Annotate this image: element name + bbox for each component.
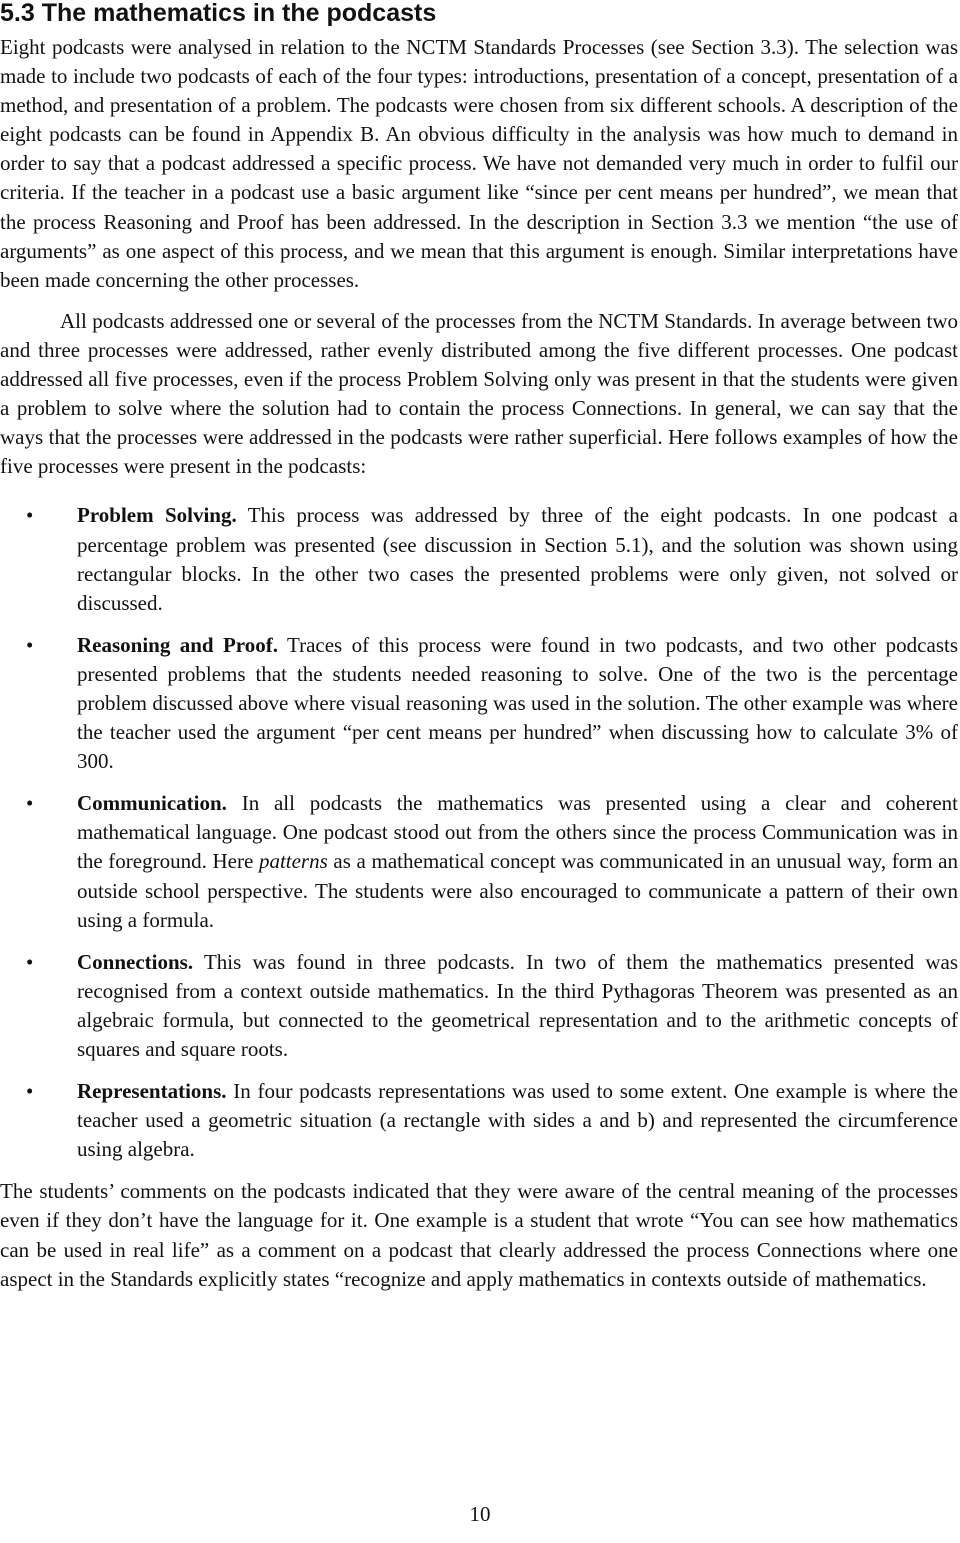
list-item-text: This process was addressed by three of the eight podcasts. In one podcast a percentage problem was presented (see discussion in Section 5.1), and the solution was shown using rectangular blocks. In the other two cases the presented problems were only given, not solved or discussed. xyxy=(77,503,959,615)
list-item-communication xyxy=(0,789,958,934)
bullet-glyph: • xyxy=(26,791,34,816)
bullet-glyph: • xyxy=(26,1079,34,1104)
list-item-text: This was found in three podcasts. In two of them the mathematics presented was recognised from a context outside mathematics. In the third Pythagoras Theorem was presented as an algebraic formula, but connected to the geometrical representation and to the arithmetic concepts of squares and square roots. xyxy=(77,949,958,1061)
list-item-text: In four podcasts representations was used to some extent. One example is where the teacher used a geometric situation (a rectangle with sides a and b) and represented the circumference using algebra. xyxy=(77,1079,958,1162)
list-item-text: In all podcasts the mathematics was presented using a clear and coherent mathematical language. One podcast stood out from the others since the process Communication was in the foreground. Here xyxy=(77,791,958,874)
list-item-term: Communication. xyxy=(77,791,227,816)
paragraph-overview: All podcasts addressed one or several of the processes from the NCTM Standards. In average between two and three processes were addressed, rather evenly distributed among the five different processes. One podcast addressed all five processes, even if the process Problem Solving only was present in that the students were given a problem to solve where the solution had to contain the process Connections. In general, we can say that the ways that the processes were addressed in the podcasts were rather superficial. Here follows examples of how the five processes were present in the podcasts: xyxy=(0,308,958,479)
list-item-term: Connections. xyxy=(77,949,194,974)
bullet-glyph: • xyxy=(26,503,34,528)
list-item-reasoning-and-proof xyxy=(0,631,958,776)
list-item-problem-solving xyxy=(0,501,958,617)
list-item-text: Traces of this process were found in two podcasts, and two other podcasts presented problems that the students needed reasoning to solve. One of the two is the percentage problem discussed above where visual reasoning was used in the solution. The other example was where the teacher used the argument “per cent means per hundred” when discussing how to calculate 3% of 300. xyxy=(77,632,958,774)
list-item-term: Representations. xyxy=(77,1079,227,1104)
section-body xyxy=(0,33,958,1294)
section-heading: 5.3 The mathematics in the podcasts xyxy=(0,0,437,27)
list-item-term: Reasoning and Proof. xyxy=(77,632,278,657)
process-list xyxy=(0,501,958,1164)
page-number: 10 xyxy=(469,1502,491,1526)
bullet-glyph: • xyxy=(26,949,34,974)
list-item-representations xyxy=(0,1077,958,1164)
list-item-connections xyxy=(0,948,958,1064)
list-item-term: Problem Solving. xyxy=(77,503,237,528)
list-item-text: as a mathematical concept was communicated in an unusual way, form an outside school perspective. The students were also encouraged to communicate a pattern of their own using a formula. xyxy=(77,849,958,932)
bullet-glyph: • xyxy=(26,632,34,657)
paragraph-intro: Eight podcasts were analysed in relation to the NCTM Standards Processes (see Section 3.3). The selection was made to include two podcasts of each of the four types: introductions, presentation of a concept, presentation of a method, and presentation of a problem. The podcasts were chosen from six different schools. A description of the eight podcasts can be found in Appendix B. An obvious difficulty in the analysis was how much to demand in order to say that a podcast addressed a specific process. We have not demanded very much in order to fulfil our criteria. If the teacher in a podcast use a basic argument like “since per cent means per hundred”, we mean that the process Reasoning and Proof has been addressed. In the description in Section 3.3 we mention “the use of arguments” as one aspect of this process, and we mean that this argument is enough. Similar interpretations have been made concerning the other processes. xyxy=(0,35,958,292)
list-item-emphasis: patterns xyxy=(258,849,328,874)
paragraph-student-comments: The students’ comments on the podcasts indicated that they were aware of the central meaning of the processes even if they don’t have the language for it. One example is a student that wrote “You can see how mathematics can be used in real life” as a comment on a podcast that clearly addressed the process Connections where one aspect in the Standards explicitly states “recognize and apply mathematics in contexts outside of mathematics. xyxy=(0,1179,958,1291)
